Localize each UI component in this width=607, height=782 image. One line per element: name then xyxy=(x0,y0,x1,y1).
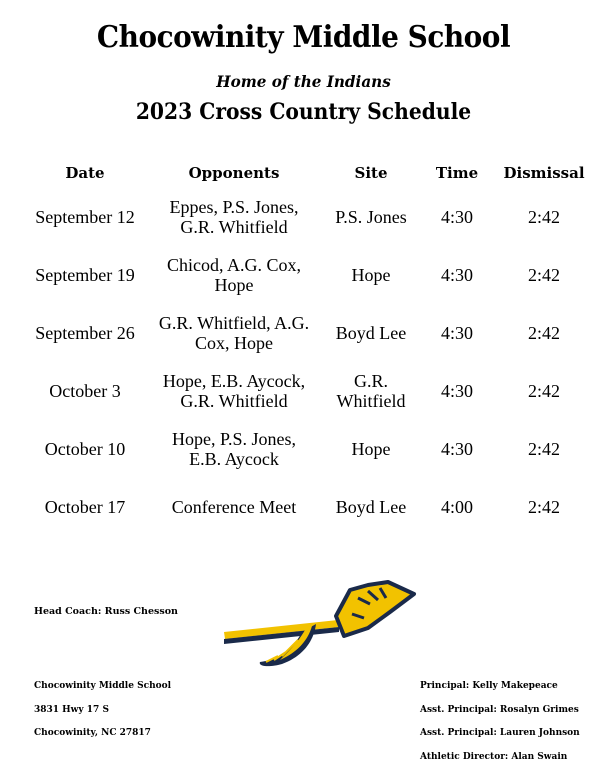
date-cell: October 17 xyxy=(44,497,126,517)
opponents-cell: Conference Meet xyxy=(171,497,297,517)
schedule-table xyxy=(18,158,600,536)
dismissal-cell: 2:42 xyxy=(527,497,560,517)
time-cell: 4:30 xyxy=(440,265,473,285)
site-cell: Boyd Lee xyxy=(335,323,407,343)
address-line: Chocowinity, NC 27817 xyxy=(34,728,151,738)
dismissal-cell: 2:42 xyxy=(527,207,560,227)
time-cell: 4:00 xyxy=(440,497,473,517)
date-cell: October 3 xyxy=(49,381,121,401)
athletic-director: Athletic Director: Alan Swain xyxy=(420,751,568,762)
column-header-dismissal: Dismissal xyxy=(503,164,585,182)
column-header-date: Date xyxy=(65,164,105,182)
column-header-opponents: Opponents xyxy=(188,164,280,182)
date-cell: September 26 xyxy=(35,323,135,343)
site-cell: Hope xyxy=(351,439,391,459)
opponents-cell: Hope, E.B. Aycock, G.R. Whitfield xyxy=(162,371,306,411)
time-cell: 4:30 xyxy=(440,381,473,401)
principal: Principal: Kelly Makepeace xyxy=(420,681,558,691)
schedule-title: 2023 Cross Country Schedule xyxy=(135,99,472,125)
site-cell: G.R. Whitfield xyxy=(336,371,406,411)
opponents-cell: G.R. Whitfield, A.G. Cox, Hope xyxy=(158,313,310,353)
date-cell: September 12 xyxy=(35,207,135,227)
date-cell: September 19 xyxy=(35,265,135,285)
site-cell: P.S. Jones xyxy=(335,207,407,227)
dismissal-cell: 2:42 xyxy=(527,381,560,401)
school-address xyxy=(34,679,171,750)
tagline: Home of the Indians xyxy=(216,72,391,91)
assistant-principal: Asst. Principal: Lauren Johnson xyxy=(420,728,580,738)
assistant-principal: Asst. Principal: Rosalyn Grimes xyxy=(420,704,579,715)
time-cell: 4:30 xyxy=(440,439,473,459)
staff-list xyxy=(420,679,580,773)
address-line: 3831 Hwy 17 S xyxy=(34,704,109,715)
opponents-cell: Chicod, A.G. Cox, Hope xyxy=(166,255,301,295)
opponents-cell: Hope, P.S. Jones, E.B. Aycock xyxy=(171,429,296,469)
address-line: Chocowinity Middle School xyxy=(34,681,172,691)
opponents-cell: Eppes, P.S. Jones, G.R. Whitfield xyxy=(169,197,299,237)
dismissal-cell: 2:42 xyxy=(527,323,560,343)
table-row xyxy=(18,304,600,362)
site-cell: Boyd Lee xyxy=(335,497,407,517)
date-cell: October 10 xyxy=(44,439,126,459)
time-cell: 4:30 xyxy=(440,207,473,227)
time-cell: 4:30 xyxy=(440,323,473,343)
table-row xyxy=(18,420,600,478)
header-row xyxy=(18,158,600,188)
table-row xyxy=(18,246,600,304)
column-header-site: Site xyxy=(354,164,388,182)
column-header-time: Time xyxy=(435,164,479,182)
dismissal-cell: 2:42 xyxy=(527,265,560,285)
dismissal-cell: 2:42 xyxy=(527,439,560,459)
table-row xyxy=(18,478,600,536)
arrowhead-feather-icon xyxy=(218,576,418,672)
site-cell: Hope xyxy=(351,265,391,285)
school-title: Chocowinity Middle School xyxy=(96,20,511,55)
head-coach: Head Coach: Russ Chesson xyxy=(34,606,178,617)
table-row xyxy=(18,188,600,246)
table-row xyxy=(18,362,600,420)
